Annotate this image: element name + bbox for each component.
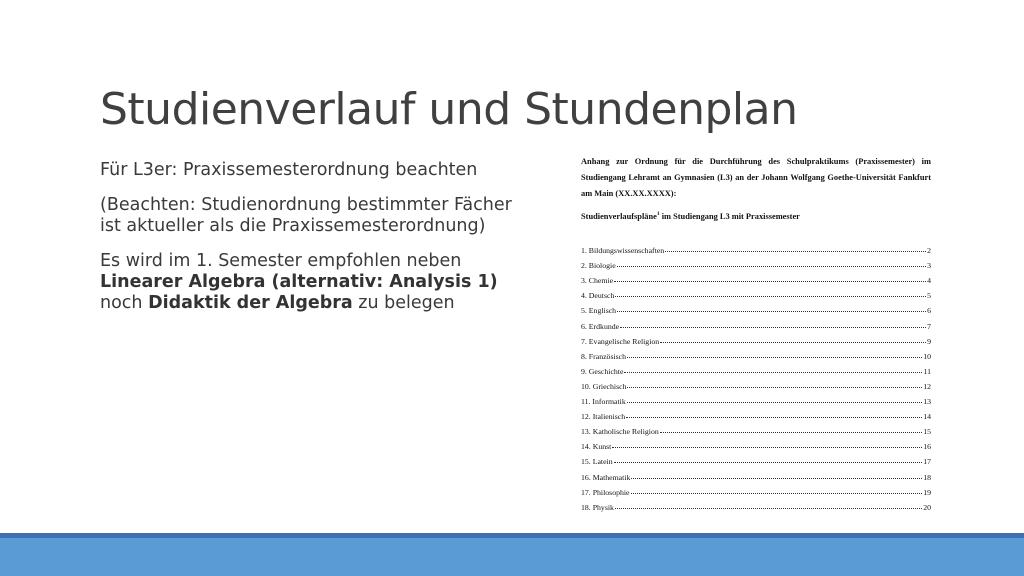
toc-entry <box>581 376 931 391</box>
toc-entry <box>581 391 931 406</box>
toc-entry-label: 14. Kunst <box>581 442 612 452</box>
toc-entry-page: 16 <box>923 442 931 452</box>
recommendation-course-didaktik: Didaktik der Algebra <box>148 293 353 313</box>
paragraph-studienordnung: (Beachten: Studienordnung bestimmter Fächer ist aktueller als die Praxissemesterordnung) <box>100 195 512 236</box>
toc-dot-leader <box>631 492 923 494</box>
toc-entry <box>581 346 931 361</box>
toc-entry-page: 4 <box>927 276 931 286</box>
recommendation-text-a: Es wird im 1. Semester empfohlen neben <box>100 251 462 271</box>
toc-entry-label: 5. Englisch <box>581 306 617 316</box>
toc-dot-leader <box>620 326 926 328</box>
paragraph-praxissemester: Für L3er: Praxissemesterordnung beachten <box>100 160 478 180</box>
toc-entry-page: 5 <box>927 291 931 301</box>
toc-dot-leader <box>627 386 922 388</box>
toc-entry-label: 13. Katholische Religion <box>581 427 659 437</box>
document-subheading-text: Studienverlaufspläne <box>581 211 657 221</box>
toc-entry-label: 12. Italienisch <box>581 412 626 422</box>
toc-entry-page: 12 <box>923 381 931 391</box>
toc-dot-leader <box>660 341 926 343</box>
toc-entry <box>581 270 931 285</box>
toc-entry-label: 6. Erdkunde <box>581 321 620 331</box>
toc-entry <box>581 255 931 270</box>
toc-entry <box>581 300 931 315</box>
toc-entry-label: 1. Bildungswissenschaften <box>581 246 665 256</box>
toc-entry-page: 2 <box>927 246 931 256</box>
toc-entry-page: 11 <box>923 366 931 376</box>
toc-entry <box>581 436 931 451</box>
toc-entry-page: 17 <box>923 457 931 467</box>
toc-entry <box>581 497 931 512</box>
document-excerpt-image <box>569 150 938 512</box>
toc-entry-page: 19 <box>923 487 931 497</box>
toc-entry-label: 4. Deutsch <box>581 291 615 301</box>
slide-body <box>100 160 530 328</box>
toc-dot-leader <box>627 356 922 358</box>
document-subheading <box>581 211 800 221</box>
toc-entry-label: 18. Physik <box>581 502 614 512</box>
toc-dot-leader <box>617 310 926 312</box>
toc-dot-leader <box>624 371 922 373</box>
toc-entry-label: 15. Latein <box>581 457 613 467</box>
paragraph-recommendation <box>100 251 530 314</box>
toc-dot-leader <box>627 401 922 403</box>
toc-entry-label: 10. Griechisch <box>581 381 627 391</box>
toc-dot-leader <box>631 477 922 479</box>
recommendation-course-linear-algebra: Linearer Algebra (alternativ: Analysis 1) <box>100 272 498 292</box>
toc-dot-leader <box>614 280 926 282</box>
toc-dot-leader <box>626 416 922 418</box>
toc-entry-page: 14 <box>923 412 931 422</box>
toc-entry <box>581 240 931 255</box>
footnote-marker: 1 <box>656 211 660 217</box>
toc-entry <box>581 466 931 481</box>
toc-entry-label: 11. Informatik <box>581 397 626 407</box>
toc-entry-page: 9 <box>927 336 931 346</box>
toc-entry-page: 3 <box>927 261 931 271</box>
recommendation-text-c: noch <box>100 293 149 313</box>
toc-entry-label: 17. Philosophie <box>581 487 630 497</box>
toc-dot-leader <box>617 265 926 267</box>
toc-dot-leader <box>660 431 922 433</box>
toc-entry <box>581 482 931 497</box>
document-subheading-rest: im Studiengang L3 mit Praxissemester <box>659 211 800 221</box>
toc-dot-leader <box>615 507 922 509</box>
toc-entry <box>581 331 931 346</box>
toc-entry <box>581 315 931 330</box>
toc-entry-page: 20 <box>923 502 931 512</box>
toc-dot-leader <box>615 295 926 297</box>
table-of-contents <box>581 240 931 512</box>
toc-entry-label: 3. Chemie <box>581 276 614 286</box>
toc-entry-label: 2. Biologie <box>581 261 616 271</box>
toc-entry <box>581 451 931 466</box>
toc-entry <box>581 361 931 376</box>
toc-entry <box>581 285 931 300</box>
toc-entry <box>581 406 931 421</box>
toc-entry-page: 6 <box>927 306 931 316</box>
toc-entry-page: 13 <box>923 397 931 407</box>
footer-bar <box>0 538 1024 576</box>
toc-entry-page: 18 <box>923 472 931 482</box>
toc-dot-leader <box>614 461 923 463</box>
toc-dot-leader <box>612 446 922 448</box>
slide-title: Studienverlauf und Stundenplan <box>100 84 798 135</box>
toc-entry-page: 15 <box>923 427 931 437</box>
toc-entry <box>581 421 931 436</box>
document-heading: Anhang zur Ordnung für die Durchführung des Schulpraktikums (Praxissemester) im Studiengang Lehramt an Gymnasien (L3) an der Johann Wolfgang Goethe-Universität Fankfurt am Main (XX.XX.XXXX): <box>581 157 931 198</box>
toc-entry-label: 8. Französisch <box>581 351 627 361</box>
toc-dot-leader <box>665 250 926 252</box>
toc-entry-page: 7 <box>927 321 931 331</box>
recommendation-text-e: zu belegen <box>352 293 455 313</box>
toc-entry-label: 9. Geschichte <box>581 366 624 376</box>
toc-entry-label: 7. Evangelische Religion <box>581 336 660 346</box>
toc-entry-label: 16. Mathematik <box>581 472 631 482</box>
toc-entry-page: 10 <box>923 351 931 361</box>
